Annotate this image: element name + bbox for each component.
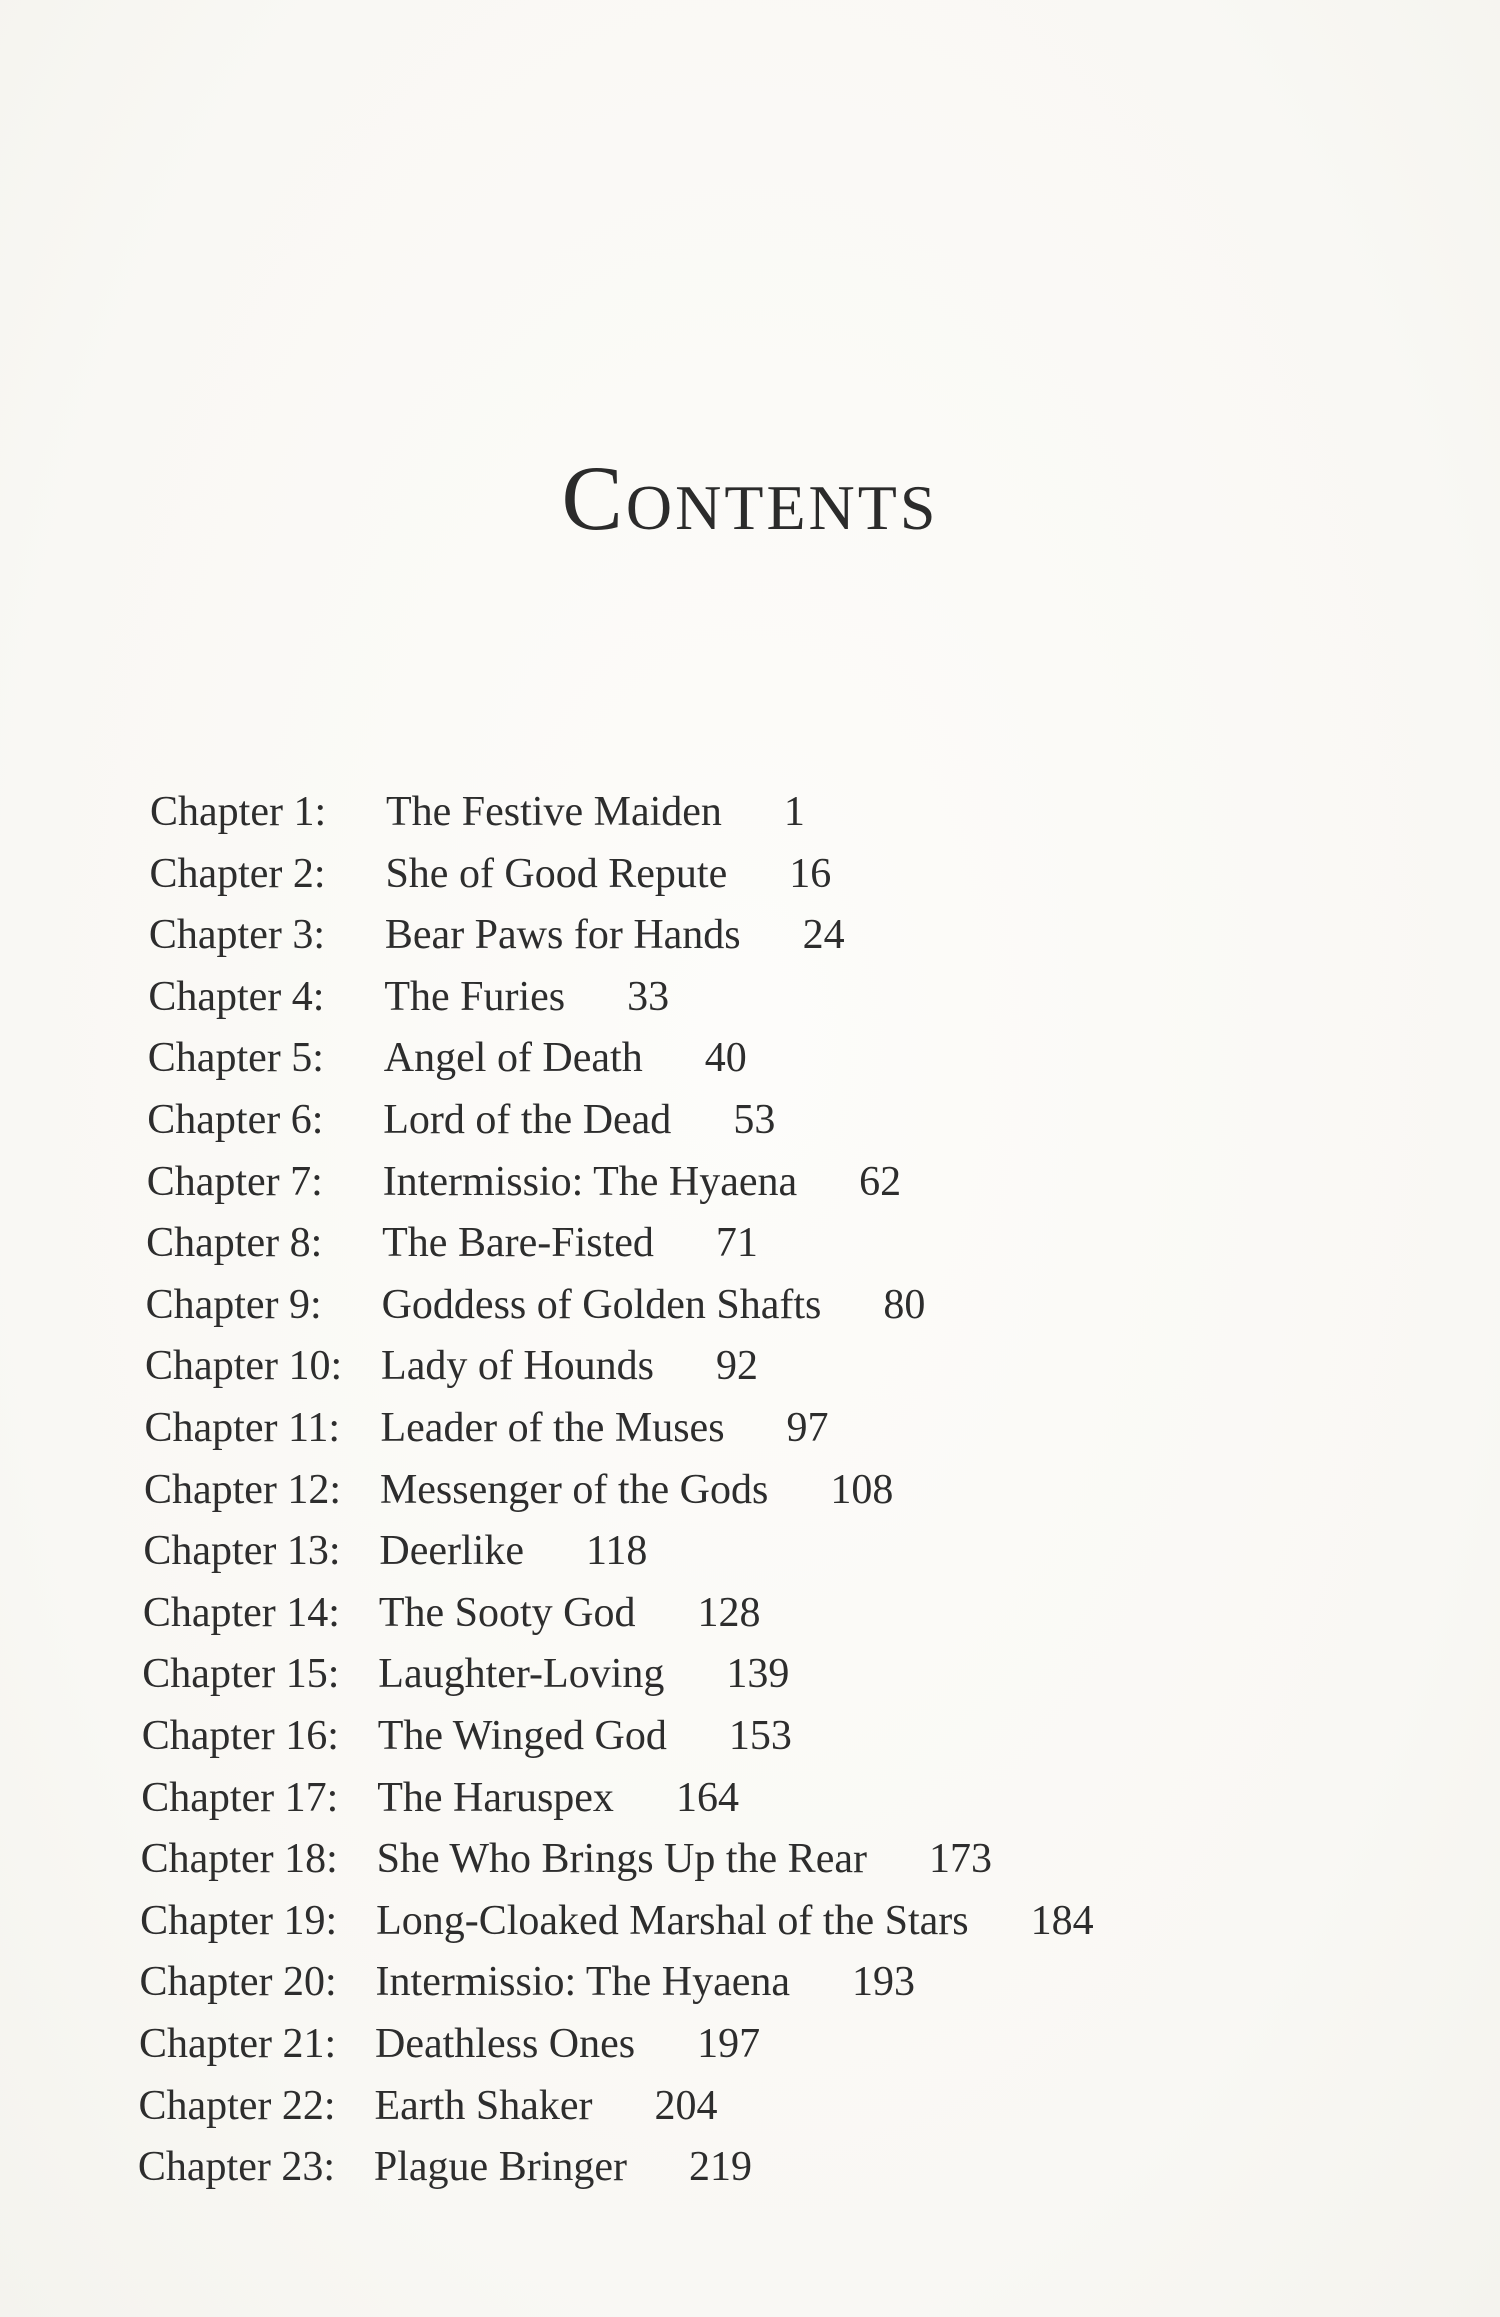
toc-entry xyxy=(148,967,669,1027)
toc-entry xyxy=(138,2076,717,2136)
toc-entry xyxy=(138,2137,752,2197)
chapter-title: The Winged God xyxy=(377,1713,667,1759)
toc-entry xyxy=(140,1891,1094,1951)
chapter-label: Chapter 20: xyxy=(139,1959,337,2006)
toc-entry xyxy=(150,782,805,842)
page-number: 173 xyxy=(928,1836,992,1883)
toc-entry xyxy=(145,1398,829,1458)
page-number: 197 xyxy=(697,2021,761,2067)
toc-entry xyxy=(147,1152,901,1212)
page-number: 1 xyxy=(783,789,805,835)
page-number: 40 xyxy=(704,1035,747,1082)
chapter-label: Chapter 2: xyxy=(149,850,326,897)
chapter-title: Laughter-Loving xyxy=(378,1651,665,1698)
chapter-label: Chapter 19: xyxy=(140,1897,338,1944)
page-number: 153 xyxy=(728,1713,792,1759)
chapter-title: The Haruspex xyxy=(377,1774,614,1821)
toc-entry xyxy=(146,1213,758,1273)
chapter-title: Long-Cloaked Marshal of the Stars xyxy=(376,1897,969,1944)
toc-entry xyxy=(145,1336,758,1396)
chapter-title: Messenger of the Gods xyxy=(379,1466,769,1513)
toc-entry xyxy=(149,844,831,904)
chapter-title: Intermissio: The Hyaena xyxy=(375,1959,790,2006)
chapter-title: Angel of Death xyxy=(383,1035,643,1082)
page-number: 108 xyxy=(830,1466,894,1513)
toc-entry xyxy=(141,1768,739,1828)
chapter-label: Chapter 7: xyxy=(146,1158,323,1205)
page-number: 80 xyxy=(883,1281,926,1328)
page-number: 184 xyxy=(1030,1897,1094,1944)
toc-entry xyxy=(141,1829,992,1889)
page-number: 139 xyxy=(726,1651,790,1698)
toc-entry xyxy=(142,1644,789,1704)
chapter-label: Chapter 23: xyxy=(137,2144,336,2191)
chapter-label: Chapter 22: xyxy=(138,2082,336,2129)
chapter-title: Goddess of Golden Shafts xyxy=(381,1281,822,1328)
toc-entry xyxy=(143,1521,647,1581)
chapter-title: The Bare-Fisted xyxy=(382,1220,654,1267)
chapter-label: Chapter 3: xyxy=(148,912,326,959)
page-number: 219 xyxy=(689,2144,752,2191)
chapter-title: Bear Paws for Hands xyxy=(384,912,741,959)
chapter-label: Chapter 16: xyxy=(141,1713,339,1759)
chapter-title: Leader of the Muses xyxy=(380,1405,725,1451)
page-number: 193 xyxy=(852,1959,915,2006)
page-number: 204 xyxy=(654,2082,718,2129)
toc-entry xyxy=(146,1275,926,1335)
chapter-label: Chapter 9: xyxy=(145,1281,322,1328)
chapter-label: Chapter 10: xyxy=(145,1343,343,1390)
chapter-title: Deathless Ones xyxy=(375,2021,636,2067)
chapter-label: Chapter 12: xyxy=(143,1466,342,1513)
toc-entry xyxy=(147,1090,775,1150)
chapter-label: Chapter 17: xyxy=(141,1774,339,1821)
chapter-label: Chapter 21: xyxy=(139,2021,337,2067)
chapter-label: Chapter 4: xyxy=(148,973,325,1020)
chapter-title: Deerlike xyxy=(379,1528,524,1575)
chapter-label: Chapter 15: xyxy=(142,1651,340,1698)
chapter-title: She Who Brings Up the Rear xyxy=(376,1836,867,1883)
toc-entry xyxy=(142,1706,792,1766)
page-number: 97 xyxy=(786,1405,829,1451)
page-number: 118 xyxy=(585,1528,648,1575)
chapter-title: The Festive Maiden xyxy=(386,789,722,835)
chapter-title: Lady of Hounds xyxy=(381,1343,655,1390)
page-number: 92 xyxy=(716,1343,759,1390)
page-number: 16 xyxy=(789,850,832,897)
chapter-title: The Furies xyxy=(384,973,566,1020)
chapter-label: Chapter 6: xyxy=(147,1097,324,1143)
chapter-label: Chapter 1: xyxy=(150,789,327,835)
page-number: 128 xyxy=(697,1589,761,1636)
chapter-title: Intermissio: The Hyaena xyxy=(382,1158,798,1205)
chapter-label: Chapter 18: xyxy=(140,1836,338,1883)
chapter-label: Chapter 14: xyxy=(142,1589,340,1636)
toc-entry xyxy=(139,2014,760,2074)
page-title: Contents xyxy=(561,447,939,549)
chapter-title: Lord of the Dead xyxy=(383,1097,672,1143)
page-number: 24 xyxy=(802,912,845,959)
toc-entry xyxy=(143,1583,761,1643)
page-number: 164 xyxy=(675,1774,739,1821)
toc-entry xyxy=(149,905,845,965)
chapter-title: Earth Shaker xyxy=(374,2082,593,2129)
chapter-label: Chapter 8: xyxy=(146,1220,323,1267)
toc-entry xyxy=(140,1952,915,2012)
page-number: 33 xyxy=(627,973,670,1020)
page-number: 53 xyxy=(733,1097,776,1143)
chapter-title: She of Good Repute xyxy=(385,850,728,897)
toc-entry xyxy=(144,1460,893,1520)
chapter-title: The Sooty God xyxy=(378,1589,636,1636)
chapter-label: Chapter 11: xyxy=(144,1405,341,1451)
chapter-label: Chapter 13: xyxy=(143,1528,341,1575)
toc-entry xyxy=(148,1028,747,1088)
page-number: 71 xyxy=(715,1220,758,1267)
chapter-title: Plague Bringer xyxy=(373,2144,627,2191)
page-number: 62 xyxy=(859,1158,902,1205)
chapter-label: Chapter 5: xyxy=(147,1035,324,1082)
